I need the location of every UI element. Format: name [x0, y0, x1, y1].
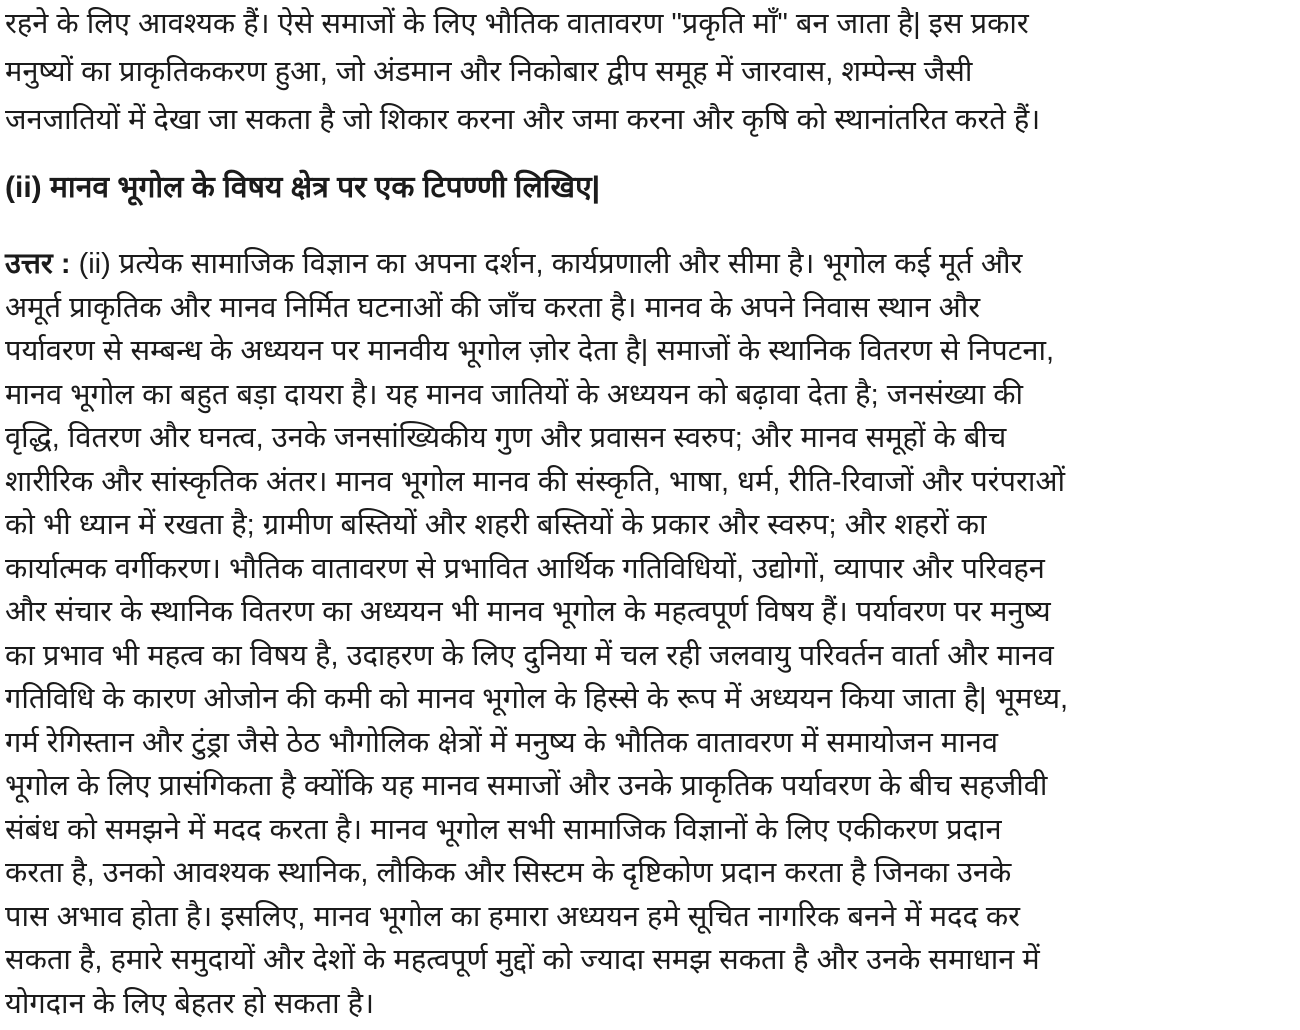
text-line: योगदान के लिए बेहतर हो सकता है। [5, 987, 375, 1020]
text-line: पर्यावरण से सम्बन्ध के अध्ययन पर मानवीय भूगोल ज़ोर देता है| समाजों के स्थानिक वितरण से निपटना, [5, 335, 1055, 367]
text-line: शारीरिक और सांस्कृतिक अंतर। मानव भूगोल मानव की संस्कृति, भाषा, धर्म, रीति-रिवाजों और परंपराओं [5, 465, 1066, 498]
text-line: रहने के लिए आवश्यक हैं। ऐसे समाजों के लिए भौतिक वातावरण "प्रकृति माँ" बन जाता है| इस प्रकार [5, 8, 1029, 40]
text-line: मनुष्यों का प्राकृतिककरण हुआ, जो अंडमान और निकोबार द्वीप समूह में जारवास, शम्पेन्स जैसी [5, 56, 973, 88]
text-line: जनजातियों में देखा जा सकता है जो शिकार करना और जमा करना और कृषि को स्थानांतरित करते हैं। [5, 104, 1041, 136]
text-line: गतिविधि के कारण ओजोन की कमी को मानव भूगोल के हिस्से के रूप में अध्ययन किया जाता है| भूमध्य, [5, 683, 1069, 715]
text-line: कार्यात्मक वर्गीकरण। भौतिक वातावरण से प्रभावित आर्थिक गतिविधियों, उद्योगों, व्यापार और परिवहन [5, 552, 1045, 585]
text-line: का प्रभाव भी महत्व का विषय है, उदाहरण के लिए दुनिया में चल रही जलवायु परिवर्तन वार्ता और मानव [5, 639, 1054, 672]
text-line: मानव भूगोल का बहुत बड़ा दायरा है। यह मानव जातियों के अध्ययन को बढ़ावा देता है; जनसंख्या की [5, 378, 1024, 411]
text-line: अमूर्त प्राकृतिक और मानव निर्मित घटनाओं की जाँच करता है। मानव के अपने निवास स्थान और [5, 291, 981, 324]
text-line: सकता है, हमारे समुदायों और देशों के महत्वपूर्ण मुद्दों को ज्यादा समझ सकता है और उनके समाधान में [5, 944, 1040, 976]
text-line: संबंध को समझने में मदद करता है। मानव भूगोल सभी सामाजिक विज्ञानों के लिए एकीकरण प्रदान [5, 813, 1002, 846]
answer-body [5, 287, 1294, 1027]
question-heading: (ii) मानव भूगोल के विषय क्षेत्र पर एक टिपण्णी लिखिए| [5, 171, 601, 204]
intro-paragraph [5, 0, 1294, 144]
answer-first-line-text: (ii) प्रत्येक सामाजिक विज्ञान का अपना दर्शन, कार्यप्रणाली और सीमा है। भूगोल कई मूर्त और [78, 248, 1023, 280]
text-line: गर्म रेगिस्तान और टुंड्रा जैसे ठेठ भौगोलिक क्षेत्रों में मनुष्य के भौतिक वातावरण में समायोजन मानव [5, 726, 998, 759]
text-line: और संचार के स्थानिक वितरण का अध्ययन भी मानव भूगोल के महत्वपूर्ण विषय हैं। पर्यावरण पर मनुष्य [5, 596, 1051, 628]
answer-label: उत्तर : [5, 248, 71, 280]
text-line: पास अभाव होता है। इसलिए, मानव भूगोल का हमारा अध्ययन हमे सूचित नागरिक बनने में मदद कर [5, 900, 1021, 933]
text-line: भूगोल के लिए प्रासंगिकता है क्योंकि यह मानव समाजों और उनके प्राकृतिक पर्यावरण के बीच सहजीवी [5, 770, 1048, 802]
text-line: वृद्धि, वितरण और घनत्व, उनके जनसांख्यिकीय गुण और प्रवासन स्वरुप; और मानव समूहों के बीच [5, 422, 1007, 454]
text-line: को भी ध्यान में रखता है; ग्रामीण बस्तियों और शहरी बस्तियों के प्रकार और स्वरुप; और शहरों का [5, 509, 987, 541]
answer-paragraph [5, 243, 1294, 1026]
answer-first-line [5, 243, 1294, 287]
text-line: करता है, उनको आवश्यक स्थानिक, लौकिक और सिस्टम के दृष्टिकोण प्रदान करता है जिनका उनके [5, 857, 1012, 889]
